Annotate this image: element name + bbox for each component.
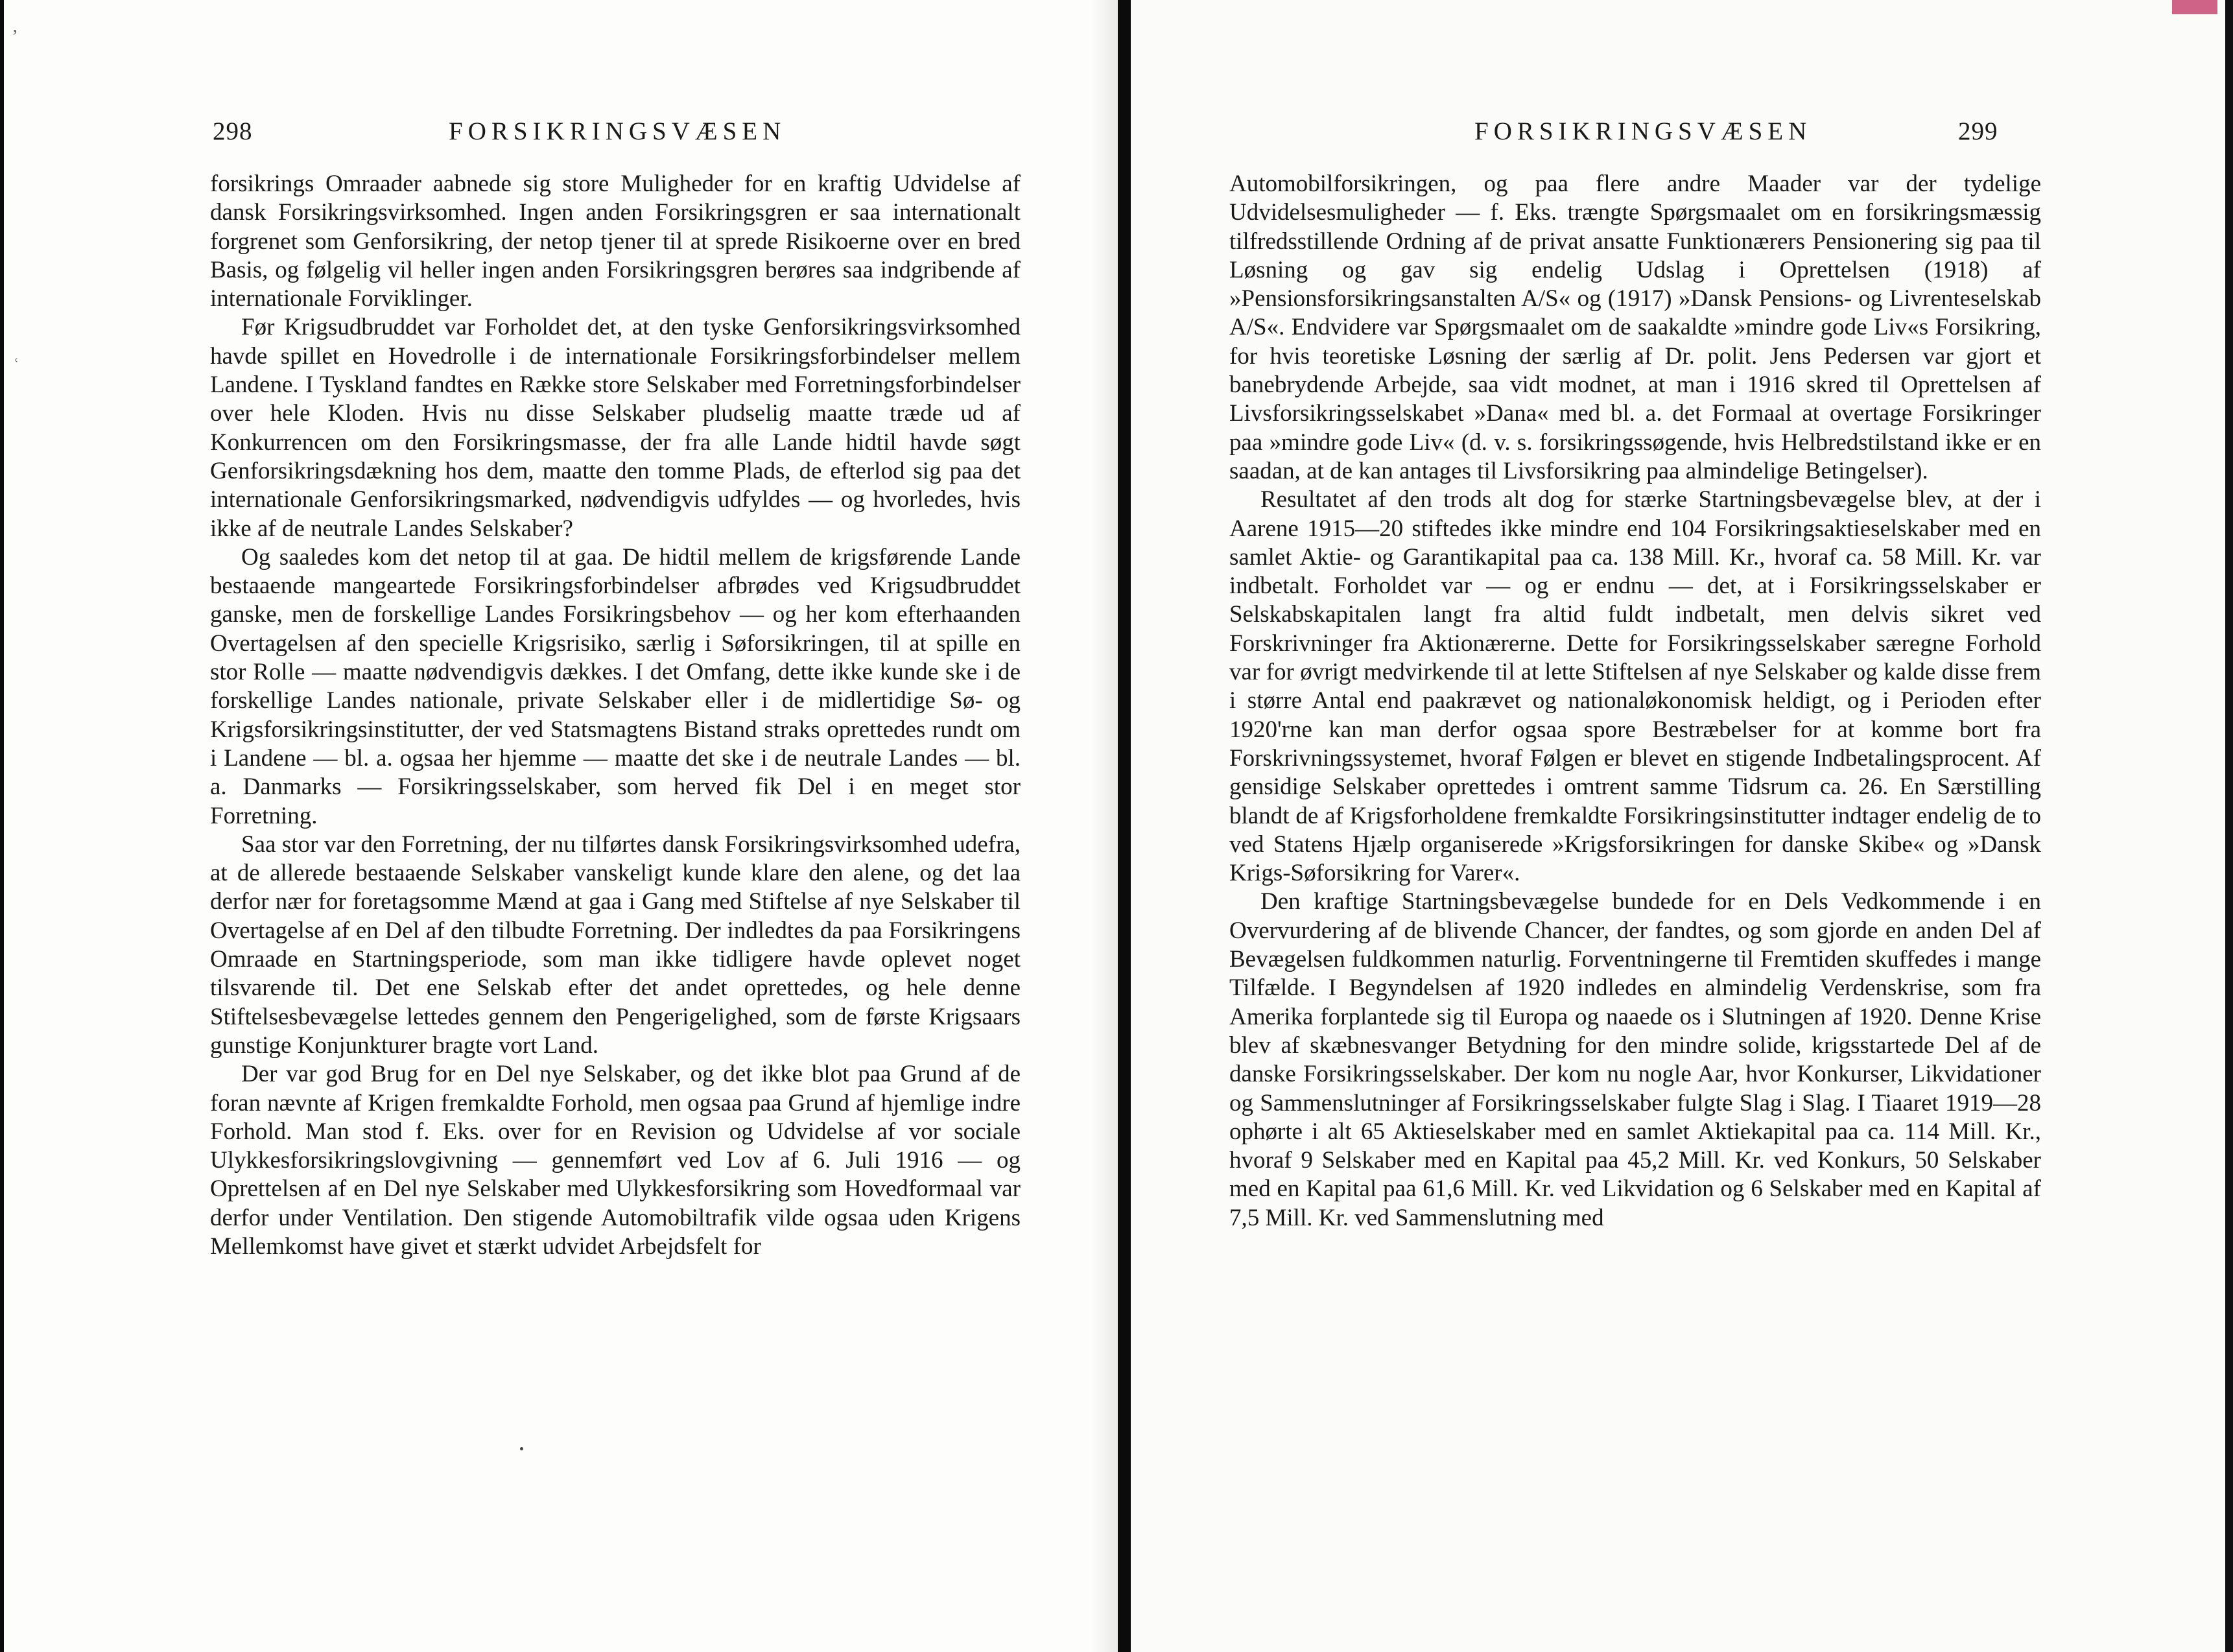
paragraph: Den kraftige Startningsbevægelse bundede for en Dels Vedkommende i en Overvurdering af de blivende Chancer, der fandtes, og som gjorde en anden Del af Bevægelsen fuldkommen naturlig. Forventningerne til Fremtiden skuffedes i mange Tilfælde. I Begyndelsen af 1920 indledes en almindelig Verdenskrise, som fra Amerika forplantede sig til Europa og naaede os i Slutningen af 1920. Denne Krise blev af skæbnesvanger Betydning for den mindre solide, krigsstartede Del af de danske Forsikringsselskaber. Der kom nu nogle Aar, hvor Konkurser, Likvidationer og Sammenslutninger af Forsikringsselskaber fulgte Slag i Slag. I Tiaaret 1919—28 ophørte i alt 65 Aktieselskaber med en samlet Aktiekapital paa ca. 114 Mill. Kr., hvoraf 9 Selskaber med en Kapital paa 45,2 Mill. Kr. ved Konkurs, 50 Selskaber med en Kapital paa 61,6 Mill. Kr. ved Likvidation og 6 Selskaber med en Kapital af 7,5 Mill. Kr. ved Sammenslutning med [1229, 888, 2041, 1231]
paragraph: Før Krigsudbruddet var Forholdet det, at den tyske Genforsikringsvirksomhed havde spillet en Hovedrolle i de internationale Forsikringsforbindelser mellem Landene. I Tyskland fandtes en Række store Selskaber med Forretningsforbindelser over hele Kloden. Hvis nu disse Selskaber pludselig maatte træde ud af Konkurrencen om den Forsikringsmasse, der fra alle Lande hidtil havde søgt Genforsikringsdækning hos dem, maatte den tomme Plads, de efterlod sig paa det internationale Genforsikringsmarked, nødvendigvis udfyldes — og hvorledes, hvis ikke af de neutrale Landes Selskaber? [210, 314, 1021, 542]
left-page [4, 0, 1118, 1652]
page-number-left: 298 [213, 117, 253, 145]
gutter-shadow [1091, 0, 1118, 1652]
scan-speck: ʼ [12, 26, 18, 47]
paragraph: Automobilforsikringen, og paa flere andre Maader var der tydelige Udvidelsesmuligheder — f. Eks. trængte Spørgsmaalet om en forsikringsmæssig tilfredsstillende Ordning af de privat ansatte Funktionærers Pensionering sig paa til Løsning og gav sig endelig Udslag i Oprettelsen (1918) af »Pensionsforsikringsanstalten A/S« og (1917) »Dansk Pensions- og Livrenteselskab A/S«. Endvidere var Spørgsmaalet om de saakaldte »mindre gode Liv«s Forsikring, for hvis teoretiske Løsning der særlig af Dr. polit. Jens Pedersen var gjort et banebrydende Arbejde, saa vidt modnet, at man i 1916 skred til Oprettelsen af Livsforsikringsselskabet »Dana« med bl. a. det Formaal at overtage Forsikringer paa »mindre gode Liv« (d. v. s. forsikringssøgende, hvis Helbredstilstand ikke er en saadan, at de kan antages til Livsforsikring paa almindelige Betingelser). [1229, 171, 2041, 484]
paragraph: Saa stor var den Forretning, der nu tilførtes dansk Forsikringsvirksomhed udefra, at de allerede bestaaende Selskaber vanskeligt kunde klare den alene, og det laa derfor nær for foretagsomme Mænd at gaa i Gang med Stiftelse af nye Selskaber til Overtagelse af en Del af den tilbudte Forretning. Der indledtes da paa Forsikringens Omraade en Startningsperiode, som man ikke tidligere havde oplevet noget tilsvarende til. Det ene Selskab efter det andet oprettedes, og hele denne Stiftelsesbevægelse lettedes gennem den Pengerigelighed, som de første Krigsaars gunstige Konjunkturer bragte vort Land. [210, 831, 1021, 1059]
page-number-right: 299 [1958, 117, 1998, 145]
running-head-right: FORSIKRINGSVÆSEN [1474, 117, 1812, 145]
scan-speck [520, 1447, 523, 1450]
left-page-body [210, 170, 1021, 1261]
paragraph: forsikrings Omraader aabnede sig store Muligheder for en kraftig Udvidelse af dansk Forsikringsvirksomhed. Ingen anden Forsikringsgren er saa internationalt forgrenet som Genforsikring, der netop tjener til at sprede Risikoerne over en bred Basis, og følgelig vil heller ingen anden Forsikringsgren berøres saa indgribende af internationale Forviklinger. [210, 171, 1021, 313]
paragraph: Resultatet af den trods alt dog for stærke Startningsbevægelse blev, at der i Aarene 1915—20 stiftedes ikke mindre end 104 Forsikringsaktieselskaber med en samlet Aktie- og Garantikapital paa ca. 138 Mill. Kr., hvoraf ca. 58 Mill. Kr. var indbetalt. Forholdet var — og er endnu — det, at i Forsikringsselskaber er Selskabskapitalen langt fra altid fuldt indbetalt, men delvis sikret ved Forskrivninger fra Aktionærerne. Dette for Forsikringsselskaber særegne Forhold var for øvrigt medvirkende til at lette Stiftelsen af nye Selskaber og kalde disse frem i større Antal end paakrævet og nationaløkonomisk heldigt, og i Perioden efter 1920'rne kan man derfor ogsaa spore Bestræbelser for at komme bort fra Forskrivningssystemet, hvoraf Følgen er blevet en stigende Indbetalingsprocent. Af gensidige Selskaber oprettedes i omtrent samme Tidsrum ca. 26. En Særstilling blandt de af Krigsforholdene fremkaldte Forsikringsinstitutter indtager endelig de to ved Statens Hjælp organiserede »Krigsforsikringen for danske Skibe« og »Dansk Krigs-Søforsikring for Varer«. [1229, 486, 2041, 887]
running-head-left: FORSIKRINGSVÆSEN [449, 117, 786, 145]
right-page-body [1229, 170, 2041, 1233]
paragraph: Der var god Brug for en Del nye Selskaber, og det ikke blot paa Grund af de foran nævnte af Krigen fremkaldte Forhold, men ogsaa paa Grund af hjemlige indre Forhold. Man stod f. Eks. over for en Revision og Udvidelse af vor sociale Ulykkesforsikringslovgivning — gennemført ved Lov af 6. Juli 1916 — og Oprettelsen af en Del nye Selskaber med Ulykkesforsikring som Hovedformaal var derfor under Ventilation. Den stigende Automobiltrafik vilde ogsaa uden Krigens Mellemkomst have givet et stærkt udvidet Arbejdsfelt for [210, 1061, 1021, 1260]
right-page [1131, 0, 2233, 1652]
paragraph: Og saaledes kom det netop til at gaa. De hidtil mellem de krigsførende Lande bestaaende mangeartede Forsikringsforbindelser afbrødes ved Krigsudbruddet ganske, men de forskellige Landes Forsikringsbehov — og her kom efterhaanden Overtagelsen af den specielle Krigsrisiko, særlig i Søforsikringen, til at spille en stor Rolle — maatte nødvendigvis dækkes. I det Omfang, dette ikke kunde ske i de forskellige Landes nationale, private Selskaber eller i de midlertidige Sø- og Krigsforsikringsinstitutter, der ved Statsmagtens Bistand straks oprettedes rundt om i Landene — bl. a. ogsaa her hjemme — maatte det ske i de neutrale Landes — bl. a. Danmarks — Forsikringsselskaber, som herved fik Del i en meget stor Forretning. [210, 543, 1021, 829]
scan-speck: ʿ [13, 355, 19, 377]
scan-edge-mark [2172, 0, 2217, 14]
